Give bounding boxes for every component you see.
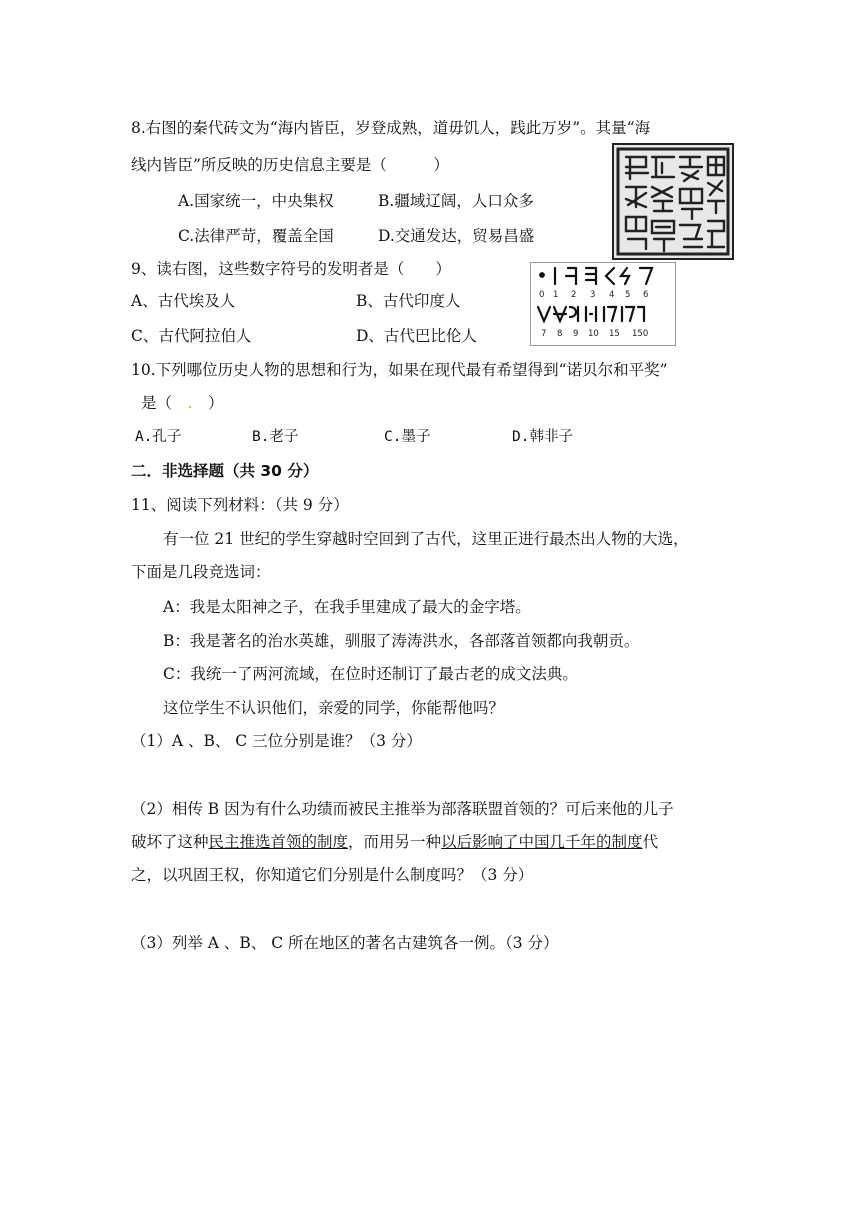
q10-stem-line2-post: ）	[192, 394, 224, 412]
q10-option-c: C.墨子	[384, 429, 431, 445]
q11-para1: 有一位 21 世纪的学生穿越时空回到了古代，这里正进行最杰出人物的大选，	[163, 530, 689, 548]
ancient-numerals-image	[530, 262, 676, 346]
q11-sub3: （3）列举 A 、B、 C 所在地区的著名古建筑各一例。（3 分）	[131, 934, 559, 952]
numeral-label-9: 9	[573, 329, 579, 339]
numeral-label-15: 15	[609, 329, 620, 339]
numeral-label-2: 2	[571, 290, 577, 300]
q11-sub2-line2	[131, 832, 658, 852]
q10-option-b-post: 子	[283, 429, 299, 445]
numeral-label-5: 5	[625, 290, 631, 300]
q10-stem-line1: 10.下列哪位历史人物的思想和行为，如果在现代最有希望得到“诺贝尔和平奖”	[131, 361, 668, 379]
q11-sub1-post: 3 分）	[376, 732, 422, 750]
q11-sub2-line2-a: 破坏了这种	[131, 833, 209, 851]
q10-option-a: A.孔子	[135, 429, 182, 445]
q11-sub2-line3: 之，以巩固王权，你知道它们分别是什么制度吗？（3 分）	[131, 866, 534, 884]
q8-option-c	[178, 226, 334, 246]
numeral-label-3: 3	[590, 290, 596, 300]
q9-option-a: A、古代埃及人	[131, 292, 236, 310]
q11-item-c: C：我统一了两河流域，在位时还制订了最古老的成文法典。	[163, 665, 578, 683]
q11-stem: 11、阅读下列材料：（共 9 分）	[131, 496, 349, 514]
q11-sub2-line2-c: 代	[642, 833, 659, 851]
q10-option-b	[252, 427, 298, 447]
q11-item-b: B：我是著名的治水英雄，驯服了涛涛洪水，各部落首领都向我朝贡。	[163, 632, 640, 650]
q10-stem-line2	[141, 393, 223, 413]
numeral-label-1: 1	[553, 290, 559, 300]
q11-sub1	[131, 731, 422, 751]
q11-para2: 下面是几段竞选词：	[131, 563, 271, 581]
numeral-label-10: 10	[588, 329, 599, 339]
q10-option-b-pre: B.老	[252, 429, 284, 445]
q11-sub1-pre: （1）A 、B、 C 三位分别是谁？（	[131, 732, 377, 750]
q8-stem-line2: 线内皆臣”所反映的历史信息主要是（ ）	[131, 156, 449, 174]
q11-sub2-line2-b: ，而用另一种	[348, 833, 442, 851]
q11-sub2-line1: （2）相传 B 因为有什么功绩而被民主推举为部落联盟首领的？可后来他的儿子	[131, 800, 674, 818]
numeral-label-8: 8	[557, 329, 563, 339]
numeral-label-7: 7	[541, 329, 547, 339]
q11-item-a: A：我是太阳神之子，在我手里建成了最大的金字塔。	[163, 598, 531, 616]
q8-option-c-pre: C.法律严苛，覆	[178, 227, 288, 245]
section-2-title: 二．非选择题（共 30 分）	[131, 462, 319, 480]
q8-option-b: B.疆域辽阔，人口众多	[378, 192, 534, 210]
qin-brick-seal-image	[612, 143, 734, 260]
q9-option-c: C、古代阿拉伯人	[131, 327, 252, 345]
q10-option-d: D.韩非子	[512, 429, 573, 445]
q11-sub2-underline-hereditary-system: 以后影响了中国几千年的制度	[441, 833, 643, 851]
yellow-dot-mark: .	[187, 394, 193, 412]
q8-option-d: D.交通发达，贸易昌盛	[378, 227, 535, 245]
q9-option-b: B、古代印度人	[356, 292, 461, 310]
q10-stem-line2-pre: 是（	[141, 394, 188, 412]
q11-para3: 这位学生不认识他们，亲爱的同学，你能帮他吗？	[163, 699, 505, 717]
q8-option-a: A.国家统一，中央集权	[178, 192, 334, 210]
q8-stem-line1: 8.右图的秦代砖文为“海内皆臣，岁登成熟，道毋饥人，践此万岁”。其量“海	[131, 119, 651, 137]
numeral-label-150: 150	[632, 329, 649, 339]
numeral-label-6: 6	[643, 290, 649, 300]
numeral-label-0: 0	[539, 290, 545, 300]
q9-option-d: D、古代巴比伦人	[356, 327, 477, 345]
q11-sub2-underline-democratic-system: 民主推选首领的制度	[208, 833, 349, 851]
numeral-label-4: 4	[609, 290, 615, 300]
q8-option-c-post: 盖全国	[287, 227, 334, 245]
q9-stem: 9、读右图，这些数字符号的发明者是（ ）	[131, 260, 451, 278]
